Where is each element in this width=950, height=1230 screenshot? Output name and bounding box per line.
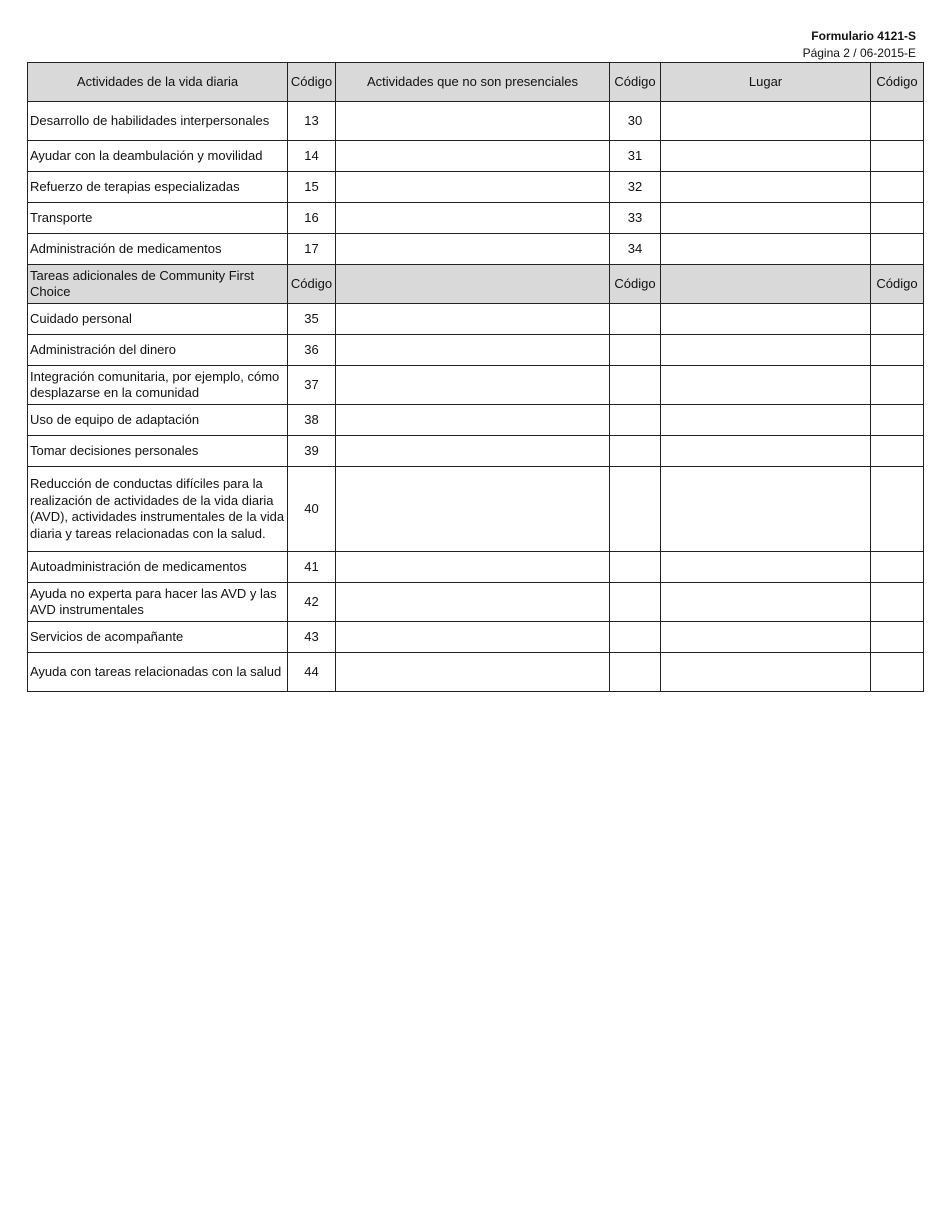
- non-presential-field[interactable]: [336, 141, 610, 172]
- table-row: [28, 335, 924, 366]
- table-row: [28, 304, 924, 335]
- activity-label: Integración comunitaria, por ejemplo, cómo desplazarse en la comunidad: [28, 366, 288, 405]
- activity-label: Ayuda no experta para hacer las AVD y las AVD instrumentales: [28, 583, 288, 622]
- column-header-code: Código: [288, 63, 336, 102]
- place-code-field[interactable]: [871, 436, 924, 467]
- non-presential-code-field[interactable]: [610, 335, 661, 366]
- table-row: [28, 366, 924, 405]
- place-field[interactable]: [661, 436, 871, 467]
- non-presential-code-field[interactable]: [610, 653, 661, 692]
- table-row: [28, 552, 924, 583]
- non-presential-field[interactable]: [336, 304, 610, 335]
- section-header-blank: [336, 265, 610, 304]
- non-presential-field[interactable]: [336, 583, 610, 622]
- activity-code: 17: [288, 234, 336, 265]
- place-field[interactable]: [661, 172, 871, 203]
- table-row: [28, 234, 924, 265]
- non-presential-field[interactable]: [336, 102, 610, 141]
- activity-label: Autoadministración de medicamentos: [28, 552, 288, 583]
- non-presential-code: 34: [610, 234, 661, 265]
- section-code-header: Código: [288, 265, 336, 304]
- non-presential-code: 30: [610, 102, 661, 141]
- section-code-header-2: Código: [610, 265, 661, 304]
- non-presential-code-field[interactable]: [610, 405, 661, 436]
- non-presential-code-field[interactable]: [610, 366, 661, 405]
- non-presential-code: 31: [610, 141, 661, 172]
- place-code-field[interactable]: [871, 467, 924, 552]
- activity-label: Desarrollo de habilidades interpersonales: [28, 102, 288, 141]
- place-field[interactable]: [661, 234, 871, 265]
- activity-code: 37: [288, 366, 336, 405]
- activity-code: 39: [288, 436, 336, 467]
- place-field[interactable]: [661, 405, 871, 436]
- place-code-field[interactable]: [871, 366, 924, 405]
- non-presential-code-field[interactable]: [610, 467, 661, 552]
- section-header-blank: [661, 265, 871, 304]
- activity-code: 41: [288, 552, 336, 583]
- place-code-field[interactable]: [871, 622, 924, 653]
- place-code-field[interactable]: [871, 102, 924, 141]
- place-field[interactable]: [661, 622, 871, 653]
- table-row: [28, 405, 924, 436]
- section-title: Tareas adicionales de Community First Choice: [28, 265, 288, 304]
- non-presential-field[interactable]: [336, 405, 610, 436]
- place-field[interactable]: [661, 102, 871, 141]
- activity-label: Ayuda con tareas relacionadas con la salud: [28, 653, 288, 692]
- activity-code: 42: [288, 583, 336, 622]
- place-code-field[interactable]: [871, 653, 924, 692]
- non-presential-code-field[interactable]: [610, 436, 661, 467]
- place-code-field[interactable]: [871, 172, 924, 203]
- non-presential-code-field[interactable]: [610, 304, 661, 335]
- activity-code: 14: [288, 141, 336, 172]
- non-presential-field[interactable]: [336, 653, 610, 692]
- non-presential-code-field[interactable]: [610, 622, 661, 653]
- non-presential-field[interactable]: [336, 436, 610, 467]
- page-info: Página 2 / 06-2015-E: [802, 46, 916, 60]
- activity-code: 44: [288, 653, 336, 692]
- column-header-activities: Actividades de la vida diaria: [28, 63, 288, 102]
- form-header: [803, 28, 916, 62]
- activity-label: Reducción de conductas difíciles para la realización de actividades de la vida diaria (AVD), actividades instrumentales de la vida diaria y tareas relacionadas con la salud.: [28, 467, 288, 552]
- activity-code: 15: [288, 172, 336, 203]
- place-field[interactable]: [661, 335, 871, 366]
- activity-code: 43: [288, 622, 336, 653]
- activity-label: Uso de equipo de adaptación: [28, 405, 288, 436]
- place-code-field[interactable]: [871, 141, 924, 172]
- activity-code: 36: [288, 335, 336, 366]
- table-row: [28, 102, 924, 141]
- activity-code: 40: [288, 467, 336, 552]
- table-row: [28, 203, 924, 234]
- column-header-code-3: Código: [871, 63, 924, 102]
- non-presential-field[interactable]: [336, 366, 610, 405]
- column-header-place: Lugar: [661, 63, 871, 102]
- column-header-non-presential: Actividades que no son presenciales: [336, 63, 610, 102]
- activity-label: Tomar decisiones personales: [28, 436, 288, 467]
- non-presential-field[interactable]: [336, 172, 610, 203]
- place-code-field[interactable]: [871, 304, 924, 335]
- table-row: [28, 436, 924, 467]
- place-field[interactable]: [661, 467, 871, 552]
- place-field[interactable]: [661, 141, 871, 172]
- place-field[interactable]: [661, 366, 871, 405]
- place-code-field[interactable]: [871, 203, 924, 234]
- place-code-field[interactable]: [871, 335, 924, 366]
- non-presential-code-field[interactable]: [610, 583, 661, 622]
- column-header-code-2: Código: [610, 63, 661, 102]
- section-header-row: [28, 265, 924, 304]
- place-field[interactable]: [661, 653, 871, 692]
- activities-table: [27, 62, 924, 692]
- activity-code: 16: [288, 203, 336, 234]
- non-presential-code: 32: [610, 172, 661, 203]
- place-code-field[interactable]: [871, 405, 924, 436]
- form-number: Formulario 4121-S: [811, 29, 916, 43]
- place-field[interactable]: [661, 304, 871, 335]
- table-row: [28, 141, 924, 172]
- activity-code: 38: [288, 405, 336, 436]
- non-presential-code-field[interactable]: [610, 552, 661, 583]
- table-row: [28, 583, 924, 622]
- place-code-field[interactable]: [871, 583, 924, 622]
- activity-code: 35: [288, 304, 336, 335]
- non-presential-field[interactable]: [336, 203, 610, 234]
- section-code-header-3: Código: [871, 265, 924, 304]
- activity-label: Ayudar con la deambulación y movilidad: [28, 141, 288, 172]
- non-presential-field[interactable]: [336, 622, 610, 653]
- non-presential-field[interactable]: [336, 234, 610, 265]
- table-row: [28, 653, 924, 692]
- activity-label: Transporte: [28, 203, 288, 234]
- activity-label: Refuerzo de terapias especializadas: [28, 172, 288, 203]
- place-code-field[interactable]: [871, 234, 924, 265]
- table-header-row: [28, 63, 924, 102]
- non-presential-field[interactable]: [336, 467, 610, 552]
- activity-label: Servicios de acompañante: [28, 622, 288, 653]
- activity-label: Cuidado personal: [28, 304, 288, 335]
- table-row: [28, 467, 924, 552]
- table-row: [28, 622, 924, 653]
- table-row: [28, 172, 924, 203]
- non-presential-field[interactable]: [336, 552, 610, 583]
- place-field[interactable]: [661, 583, 871, 622]
- place-field[interactable]: [661, 552, 871, 583]
- place-code-field[interactable]: [871, 552, 924, 583]
- non-presential-field[interactable]: [336, 335, 610, 366]
- activity-code: 13: [288, 102, 336, 141]
- place-field[interactable]: [661, 203, 871, 234]
- activity-label: Administración del dinero: [28, 335, 288, 366]
- activity-label: Administración de medicamentos: [28, 234, 288, 265]
- non-presential-code: 33: [610, 203, 661, 234]
